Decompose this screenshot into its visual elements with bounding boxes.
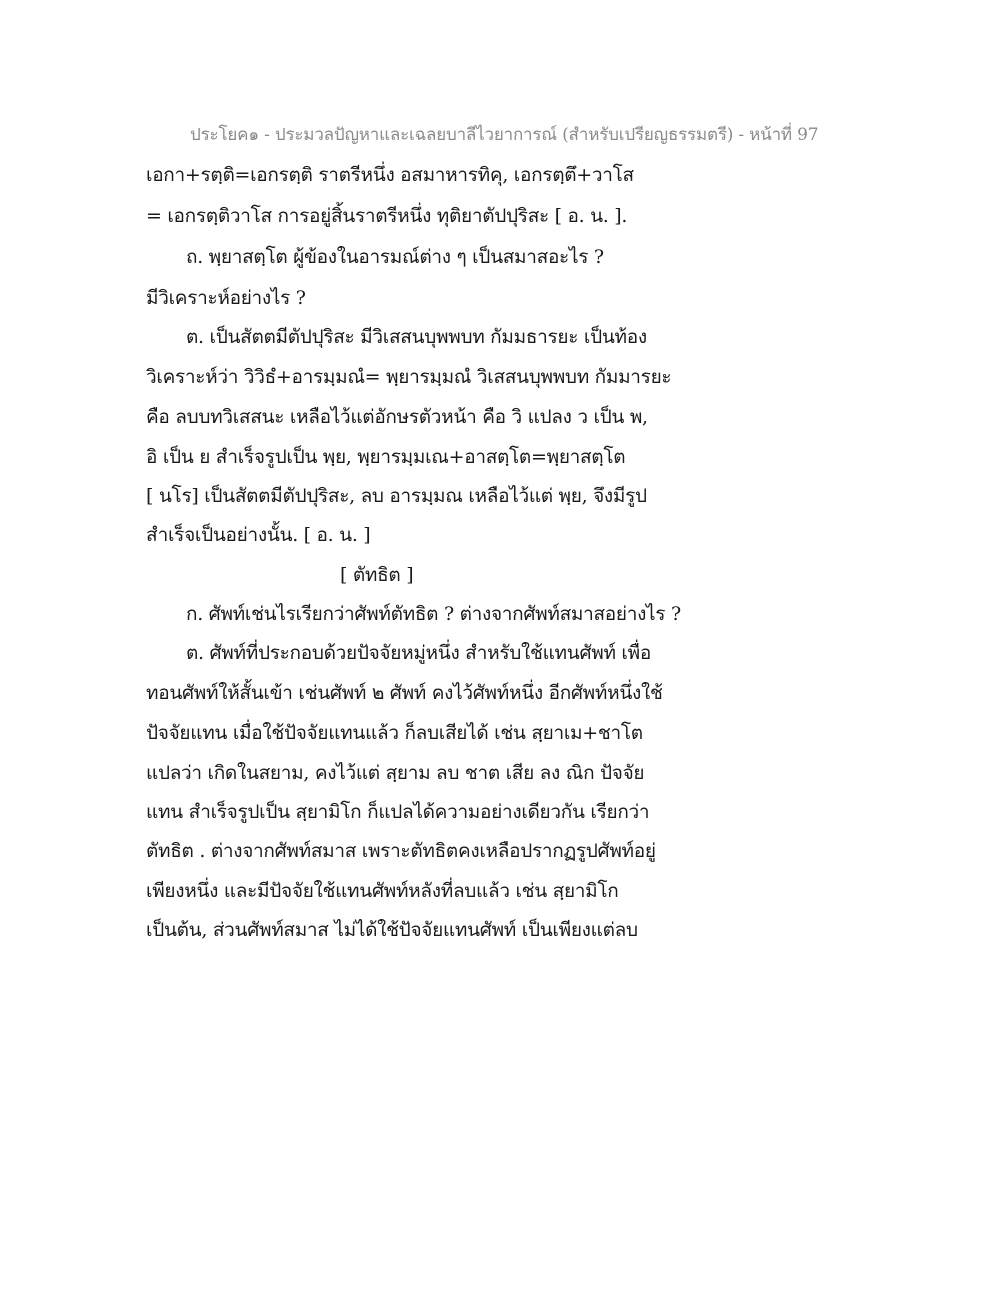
text-line-18: ตัทธิต . ต่างจากศัพท์สมาส เพราะตัทธิตคงเหลือปรากฏรูปศัพท์อยู่ (146, 840, 656, 862)
text-line-12: ก. ศัพท์เช่นไรเรียกว่าศัพท์ตัทธิต ? ต่างจากศัพท์สมาสอย่างไร ? (186, 603, 681, 625)
text-line-15: ปัจจัยแทน เมื่อใช้ปัจจัยแทนแล้ว ก็ลบเสียได้ เช่น สฺยาเม+ชาโต (146, 722, 643, 744)
text-line-19: เพียงหนึ่ง และมีปัจจัยใช้แทนศัพท์หลังที่ลบแล้ว เช่น สฺยามิโก (146, 880, 619, 902)
text-line-17: แทน สำเร็จรูปเป็น สฺยามิโก ก็แปลได้ความอย่างเดียวกัน เรียกว่า (146, 801, 650, 823)
text-line-7: คือ ลบบทวิเสสนะ เหลือไว้แต่อักษรตัวหน้า คือ วิ แปลง ว เป็น พ, (146, 406, 648, 428)
text-line-1: เอกา+รตฺติ=เอกรตฺติ ราตรีหนึ่ง อสมาหารทิคุ, เอกรตฺตึ+วาโส (146, 164, 634, 186)
text-line-9: [ นโร] เป็นสัตตมีตัปปุริสะ, ลบ อารมฺมณ เหลือไว้แต่ พฺย, จึงมีรูป (146, 485, 647, 507)
text-line-16: แปลว่า เกิดในสยาม, คงไว้แต่ สฺยาม ลบ ชาต เสีย ลง ณิก ปัจจัย (146, 762, 645, 784)
running-header: ประโยค๑ - ประมวลปัญหาและเฉลยบาลีไวยาการณ์ (สำหรับเปรียญธรรมตรี) - หน้าที่ 97 (190, 125, 819, 145)
text-line-8: อิ เป็น ย สำเร็จรูปเป็น พฺย, พฺยารมฺมเณ+อาสตฺโต=พฺยาสตฺโต (146, 446, 626, 468)
text-line-20: เป็นต้น, ส่วนศัพท์สมาส ไม่ได้ใช้ปัจจัยแทนศัพท์ เป็นเพียงแต่ลบ (146, 919, 638, 941)
text-line-5: ต. เป็นสัตตมีตัปปุริสะ มีวิเสสนบุพพบท กัมมธารยะ เป็นท้อง (186, 326, 647, 348)
section-heading: [ ตัทธิต ] (340, 564, 414, 586)
text-line-13: ต. ศัพท์ที่ประกอบด้วยปัจจัยหมู่หนึ่ง สำหรับใช้แทนศัพท์ เพื่อ (186, 642, 651, 664)
text-line-10: สำเร็จเป็นอย่างนั้น. [ อ. น. ] (146, 524, 371, 546)
text-line-3: ถ. พฺยาสตฺโต ผู้ข้องในอารมณ์ต่าง ๆ เป็นสมาสอะไร ? (186, 246, 604, 268)
text-line-2: = เอกรตฺติวาโส การอยู่สิ้นราตรีหนึ่ง ทุติยาตัปปุริสะ [ อ. น. ]. (146, 205, 628, 227)
text-line-6: วิเคราะห์ว่า วิวิธํ+อารมฺมณํ= พฺยารมฺมณํ วิเสสนบุพพบท กัมมารยะ (146, 366, 672, 388)
text-line-14: ทอนศัพท์ให้สั้นเข้า เช่นศัพท์ ๒ ศัพท์ คงไว้ศัพท์หนึ่ง อีกศัพท์หนึ่งใช้ (146, 682, 663, 704)
text-line-4: มีวิเคราะห์อย่างไร ? (146, 287, 306, 309)
